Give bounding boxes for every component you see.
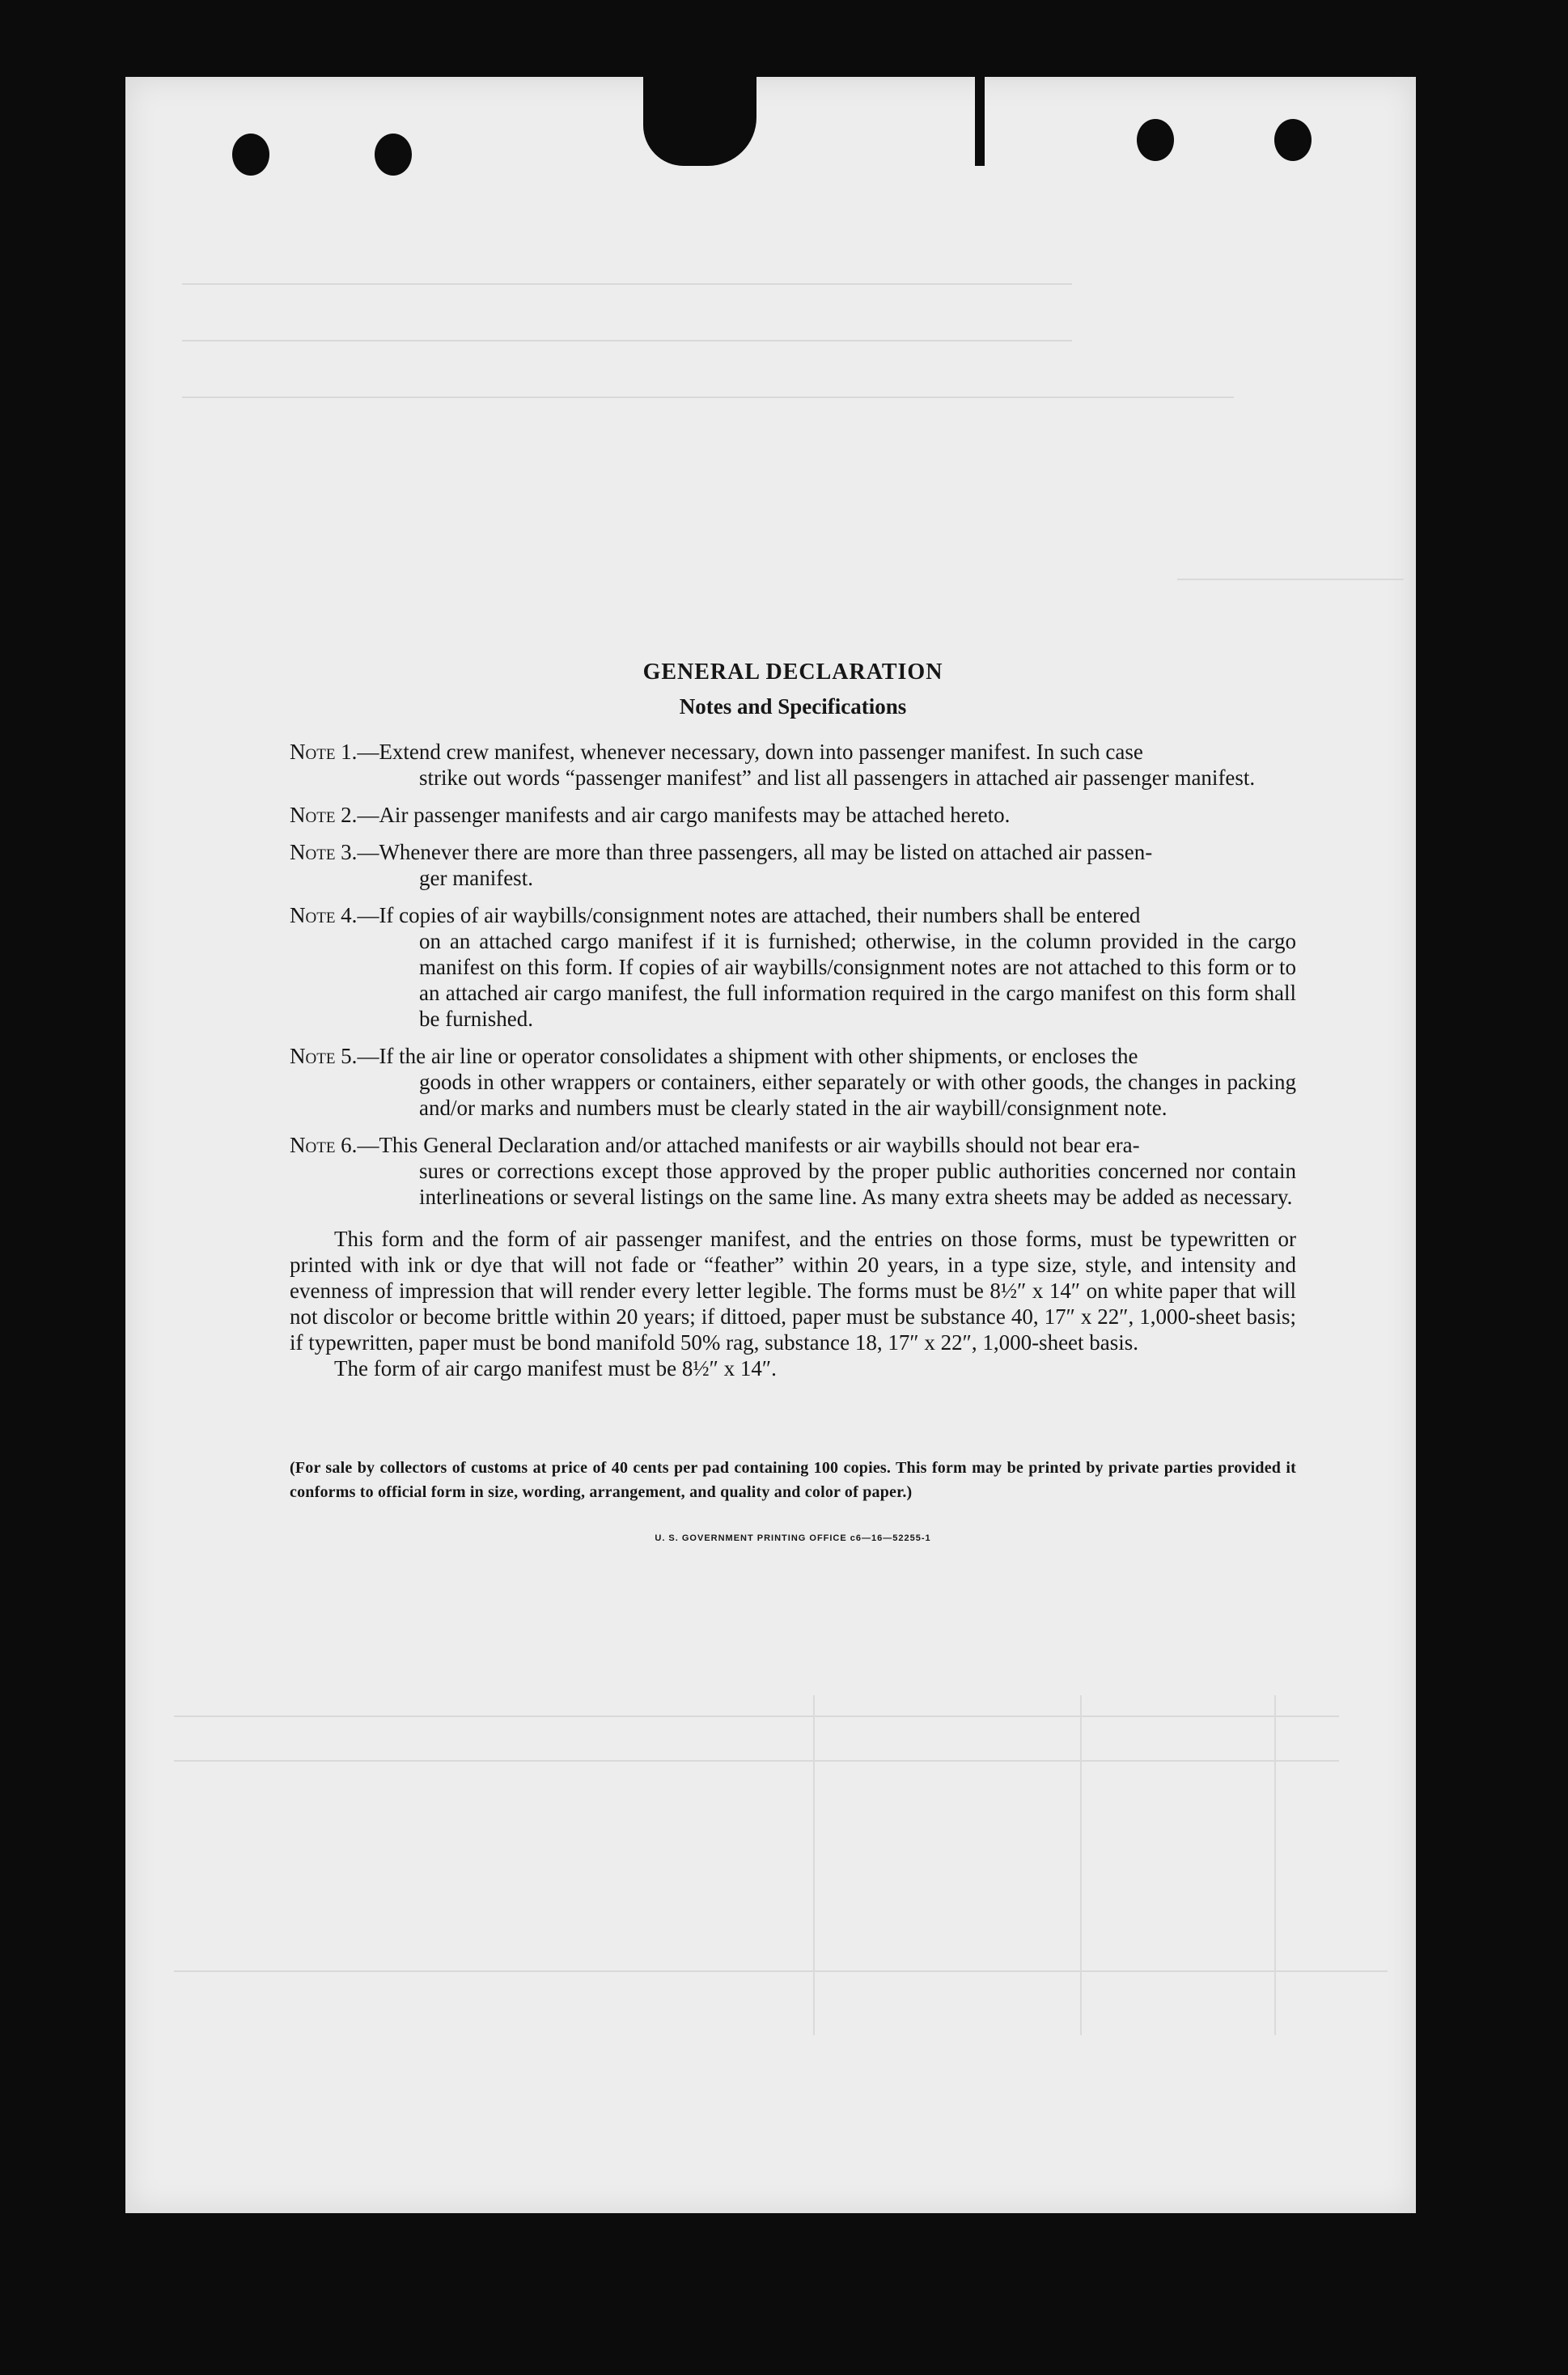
torn-edge-mark (975, 77, 985, 166)
note-continuation: goods in other wrappers or containers, either separately or with other goods, the changes in packing and/or marks and numbers must be clearly stated in the air waybill/consignment note. (419, 1070, 1296, 1120)
bleed-through-line (174, 1760, 1339, 1762)
note-1 (290, 739, 1296, 791)
punch-hole (1137, 119, 1174, 161)
note-label: Note 3. (290, 840, 358, 864)
document-body (290, 659, 1296, 1551)
bleed-through-line (182, 397, 1234, 398)
note-label: Note 2. (290, 803, 358, 827)
note-label: Note 4. (290, 903, 358, 927)
bleed-through-line (182, 283, 1072, 285)
note-5 (290, 1043, 1296, 1121)
bleed-through-line (813, 1695, 815, 2035)
specifications-paragraph: This form and the form of air passenger manifest, and the entries on those forms, must be typewritten or printed with ink or dye that will not fade or “feather” within 20 years, in a type size, style, and intensity and evenness of impression that will render every letter legible. The forms must be 8½″ x 14″ on white paper that will not discolor or become brittle within 20 years; if dittoed, paper must be substance 40, 17″ x 22″, 1,000-sheet basis; if typewritten, paper must be bond manifold 50% rag, substance 18, 17″ x 22″, 1,000-sheet basis. (290, 1227, 1296, 1355)
note-first-line: —Extend crew manifest, whenever necessary, down into passenger manifest. In such case (357, 740, 1143, 764)
punch-hole (375, 134, 412, 176)
sale-notice: (For sale by collectors of customs at price of 40 cents per pad containing 100 copies. This form may be printed by private parties provided it conforms to official form in size, wording, arrangement, and quality and color of paper.) (290, 1459, 1296, 1501)
punch-hole (1274, 119, 1312, 161)
note-label: Note 1. (290, 740, 358, 764)
note-4 (290, 902, 1296, 1032)
note-first-line: —Air passenger manifests and air cargo manifests may be attached hereto. (357, 803, 1011, 827)
note-first-line: —If copies of air waybills/consignment notes are attached, their numbers shall be entered (357, 903, 1141, 927)
note-label: Note 6. (290, 1133, 358, 1157)
note-continuation: strike out words “passenger manifest” and list all passengers in attached air passenger manifest. (419, 766, 1256, 790)
bleed-through-line (1177, 579, 1404, 580)
printer-imprint: U. S. GOVERNMENT PRINTING OFFICE c6—16—52255-1 (655, 1533, 931, 1543)
cargo-manifest-size: The form of air cargo manifest must be 8½″ x 14″. (334, 1356, 777, 1380)
punch-hole (232, 134, 269, 176)
bleed-through-line (1080, 1695, 1082, 2035)
note-continuation: ger manifest. (419, 866, 533, 890)
note-continuation: on an attached cargo manifest if it is furnished; otherwise, in the column provided in the cargo manifest on this form. If copies of air waybills/consignment notes are not attached to this form or to an attached air cargo manifest, the full information required in the cargo manifest on this form shall be furnished. (419, 929, 1296, 1031)
page-subtitle: Notes and Specifications (679, 694, 907, 719)
note-first-line: —Whenever there are more than three passengers, all may be listed on attached air passen- (357, 840, 1153, 864)
bleed-through-line (1274, 1695, 1276, 2035)
bleed-through-line (174, 1970, 1388, 1972)
note-3 (290, 839, 1296, 891)
page-title: GENERAL DECLARATION (642, 659, 943, 685)
note-label: Note 5. (290, 1044, 358, 1068)
bleed-through-line (182, 340, 1072, 341)
note-first-line: —This General Declaration and/or attached manifests or air waybills should not bear era- (357, 1133, 1140, 1157)
torn-edge (643, 77, 756, 166)
note-first-line: —If the air line or operator consolidates a shipment with other shipments, or encloses the (357, 1044, 1138, 1068)
note-2 (290, 802, 1296, 828)
note-6 (290, 1132, 1296, 1210)
bleed-through-line (174, 1716, 1339, 1717)
note-continuation: sures or corrections except those approved by the proper public authorities concerned nor contain interlineations or several listings on the same line. As many extra sheets may be added as necessary. (419, 1159, 1296, 1209)
